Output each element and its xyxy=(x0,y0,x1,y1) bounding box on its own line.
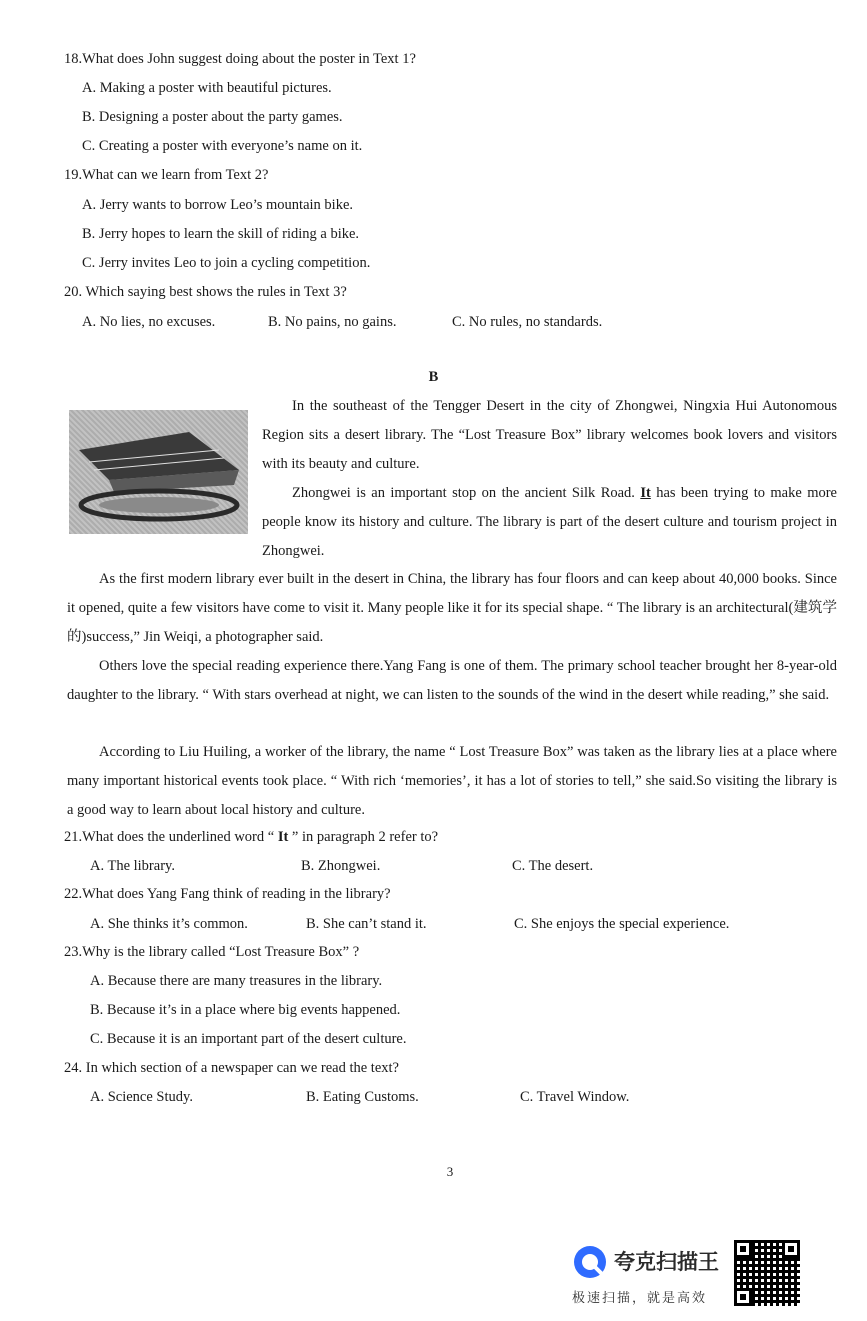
option-24c: C. Travel Window. xyxy=(520,1089,630,1105)
scanner-slogan: 极速扫描，就是高效 xyxy=(572,1291,708,1306)
option-20a: A. No lies, no excuses. xyxy=(82,314,216,330)
section-b-title: B xyxy=(428,369,439,385)
qr-finder-top-right xyxy=(782,1240,800,1258)
option-22b: B. She can’t stand it. xyxy=(306,916,427,932)
question-21-text: 21.What does the underlined word “ xyxy=(64,829,278,845)
option-20c: C. No rules, no standards. xyxy=(452,314,603,330)
paragraph-5: According to Liu Huiling, a worker of the library, the name “ Lost Treasure Box” was taken as the library lies at a place where many important historical events took place. “ With rich ‘memories’, it has a lot of stories to tell,” she said.So visiting the library is a good way to learn about local history and culture. xyxy=(67,744,837,818)
option-21c: C. The desert. xyxy=(512,858,594,874)
option-19c: C. Jerry invites Leo to join a cycling competition. xyxy=(82,255,371,271)
option-19b: B. Jerry hopes to learn the skill of riding a bike. xyxy=(82,226,360,242)
option-20b: B. No pains, no gains. xyxy=(268,314,397,330)
qr-code xyxy=(734,1240,800,1306)
option-18a: A. Making a poster with beautiful pictures. xyxy=(82,80,332,96)
option-18b: B. Designing a poster about the party games. xyxy=(82,109,343,125)
qr-finder-top-left xyxy=(734,1240,752,1258)
scanner-app-name: 夸克扫描王 xyxy=(614,1250,719,1274)
qr-finder-bottom-left xyxy=(734,1288,752,1306)
question-23: 23.Why is the library called “Lost Treasure Box” ? xyxy=(64,944,360,960)
option-24b: B. Eating Customs. xyxy=(306,1089,419,1105)
question-20: 20. Which saying best shows the rules in Text 3? xyxy=(64,284,347,300)
option-18c: C. Creating a poster with everyone’s name on it. xyxy=(82,138,363,154)
library-building-illustration xyxy=(69,410,248,534)
paragraph-4: Others love the special reading experience there.Yang Fang is one of them. The primary school teacher brought her 8-year-old daughter to the library. “ With stars overhead at night, we can listen to the sounds of the wind in the desert while reading,” she said. xyxy=(67,658,837,703)
paragraph-3: As the first modern library ever built in the desert in China, the library has four floors and can keep about 40,000 books. Since it opened, quite a few visitors have come to visit it. Many people like it for its special shape. “ The library is an architectural(建筑学的)success,” Jin Weiqi, a photographer said. xyxy=(67,571,837,645)
question-19: 19.What can we learn from Text 2? xyxy=(64,167,269,183)
paragraph-2-lead: Zhongwei is an important stop on the ancient Silk Road. xyxy=(292,485,641,501)
option-22a: A. She thinks it’s common. xyxy=(90,916,248,932)
option-21a: A. The library. xyxy=(90,858,175,874)
paragraph-1: In the southeast of the Tengger Desert in the city of Zhongwei, Ningxia Hui Autonomous Region sits a desert library. The “Lost Treasure Box” library welcomes book lovers and visitors with its beauty and culture. xyxy=(262,398,837,472)
paragraph-2 xyxy=(262,479,837,565)
question-21 xyxy=(64,829,438,846)
option-21b: B. Zhongwei. xyxy=(301,858,381,874)
option-24a: A. Science Study. xyxy=(90,1089,193,1105)
question-24: 24. In which section of a newspaper can we read the text? xyxy=(64,1060,399,1076)
paragraph-2-rest: has been trying to make more people know its history and culture. The library is part of the desert culture and tourism project in Zhongwei. xyxy=(262,485,837,559)
scanner-logo-icon xyxy=(572,1244,608,1280)
underlined-word-it: It xyxy=(640,485,651,501)
question-18: 18.What does John suggest doing about the poster in Text 1? xyxy=(64,51,416,67)
page-number: 3 xyxy=(446,1164,454,1179)
question-21-word: It xyxy=(277,829,289,845)
option-19a: A. Jerry wants to borrow Leo’s mountain bike. xyxy=(82,197,354,213)
option-23c: C. Because it is an important part of the desert culture. xyxy=(90,1031,407,1047)
desert-library-photo xyxy=(69,410,248,534)
question-22: 22.What does Yang Fang think of reading in the library? xyxy=(64,886,391,902)
question-21-text-end: ” in paragraph 2 refer to? xyxy=(288,829,439,845)
option-22c: C. She enjoys the special experience. xyxy=(514,916,730,932)
option-23a: A. Because there are many treasures in the library. xyxy=(90,973,383,989)
option-23b: B. Because it’s in a place where big events happened. xyxy=(90,1002,401,1018)
